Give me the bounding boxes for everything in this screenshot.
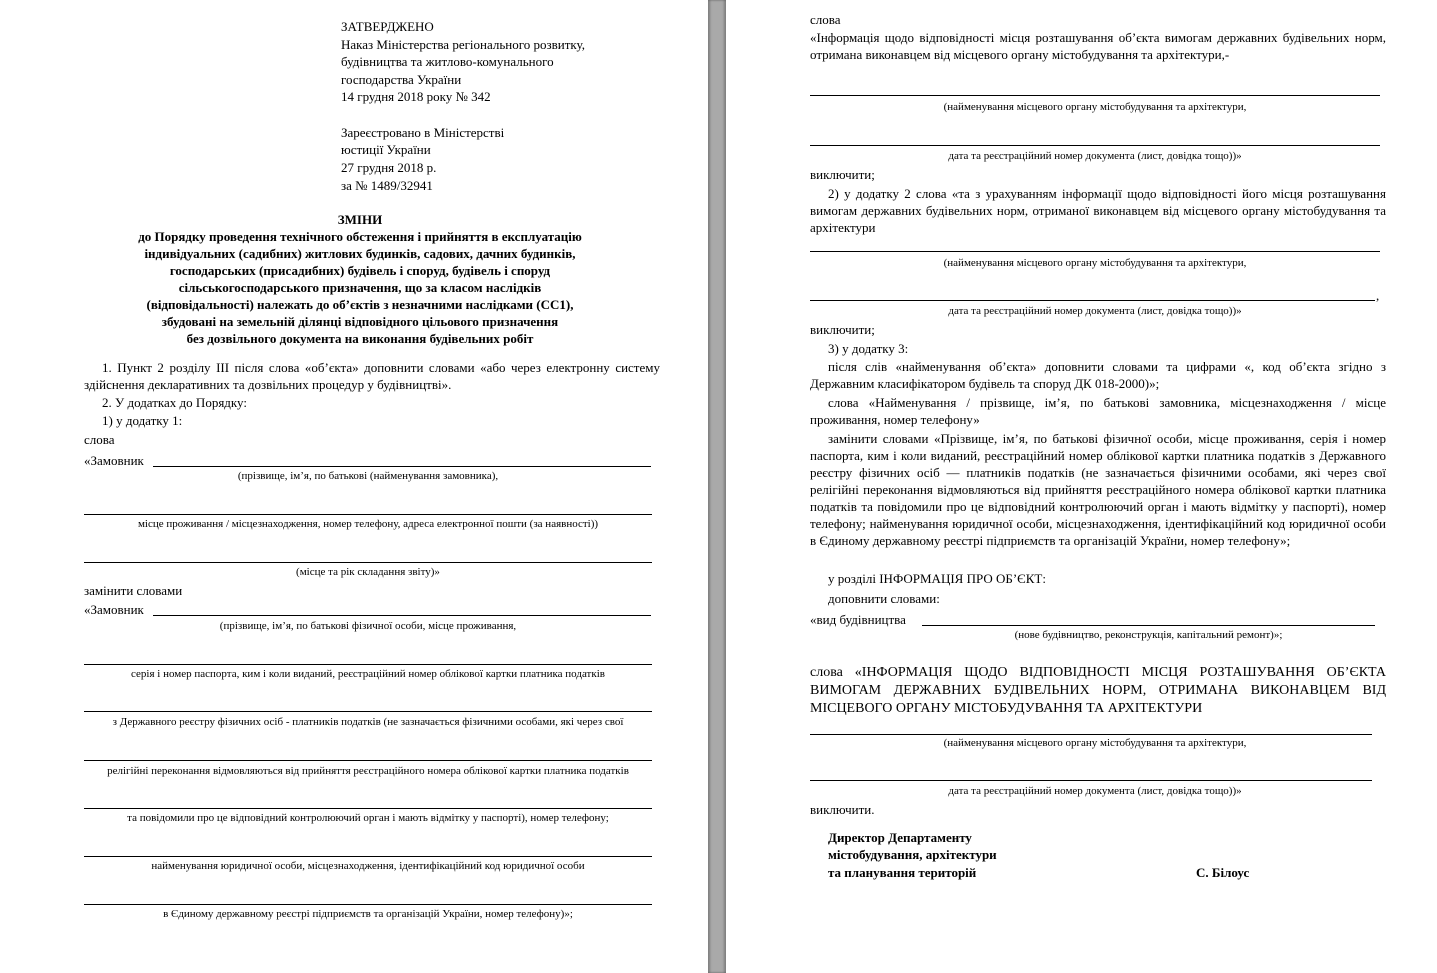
caption: та повідомили про це відповідний контролюючий орган і мають відмітку у паспорті), номер телефону; [127,812,609,824]
paragraph-1: 1. Пункт 2 розділу ІІІ після слова «об’єкта» доповнити словами «або через електронну систему здійснення декларативних та дозвільних процедур у будівництві». [84,360,660,392]
document-page-left [0,0,708,973]
blank-line [810,95,1380,96]
signer-title-line: та планування територій [828,865,977,880]
subtitle-line: господарських (присадибних) будівель і споруд, будівель і споруд [169,263,551,278]
caption: релігійні переконання відмовляються від прийняття реєстраційного номера облікової картки платника податків [107,765,629,777]
blank-line [810,300,1375,301]
page-gutter [708,0,726,973]
subtitle-line: без дозвільного документа на виконання будівельних робіт [186,331,534,346]
vyd-label: «вид будівництва [810,612,906,627]
blank-line [84,856,652,857]
blank-line [810,734,1372,735]
caption: дата та реєстраційний номер документа (лист, довідка тощо))» [948,305,1242,317]
document-page-right [726,0,1437,973]
caption: дата та реєстраційний номер документа (лист, довідка тощо))» [948,150,1242,162]
blank-line [84,711,652,712]
blank-line [810,780,1372,781]
blank-line [153,615,651,616]
paragraph-dopovnyty: доповнити словами: [828,591,940,606]
subtitle-line: (відповідальності) належать до об’єктів з незначними наслідками (СС1), [146,297,574,312]
caption: (найменування місцевого органу містобудування та архітектури, [943,101,1247,113]
caption: серія і номер паспорта, ким і коли виданий, реєстраційний номер облікової картки платника податків [131,668,605,680]
blank-line [84,514,652,515]
blank-line [84,760,652,761]
caption: найменування юридичної особи, місцезнаходження, ідентифікаційний код юридичної особи [151,860,585,872]
paragraph-2: 2. У додатках до Порядку: [102,395,247,410]
registration-line: юстиції України [341,142,431,157]
approval-line: ЗАТВЕРДЖЕНО [341,19,434,34]
caption: місце проживання / місцезнаходження, номер телефону, адреса електронної пошти (за наявності)) [137,518,599,530]
paragraph-slova: слова «Найменування / прізвище, ім’я, по батькові замовника, місцезнаходження / місце проживання, номер телефону» [810,395,1386,427]
info-quote: «Інформація щодо відповідності місця розташування об’єкта вимогам державних будівельних норм, отримана виконавцем від місцевого органу містобудування та архітектури,- [810,30,1386,62]
vyklyuchyty-label: виключити; [810,322,875,337]
paragraph-section: у розділі ІНФОРМАЦІЯ ПРО ОБ’ЄКТ: [828,571,1046,586]
caption: (місце та рік складання звіту)» [296,566,440,578]
subtitle-line: збудовані на земельній ділянці відповідного цільового призначення [161,314,559,329]
paragraph-uppercase: слова «ІНФОРМАЦІЯ ЩОДО ВІДПОВІДНОСТІ МІСЦЯ РОЗТАШУВАННЯ ОБ’ЄКТА ВИМОГАМ ДЕРЖАВНИХ БУДІВЕЛЬНИХ НОРМ, ОТРИМАНА ВИКОНАВЦЕМ ВІД МІСЦЕВОГО ОРГАНУ МІСТОБУДУВАННЯ ТА АРХІТЕКТУРИ [810,665,1386,716]
comma: , [1376,288,1380,303]
slova-label: слова [810,12,841,27]
subtitle-line: до Порядку проведення технічного обстеження і прийняття в експлуатацію [138,229,582,244]
blank-line [84,664,652,665]
signer-name: С. Білоус [1196,865,1250,880]
paragraph-dodatok-2: 2) у додатку 2 слова «та з урахуванням інформації щодо відповідності його місця розташування вимогам державних будівельних норм, отриманої виконавцем від місцевого органу містобудування та архітектури [810,186,1386,235]
document-title-block [100,211,620,347]
signer-title-line: містобудування, архітектури [828,847,997,862]
blank-line [810,145,1380,146]
paragraph-after: після слів «найменування об’єкта» доповнити словами та цифрами «, код об’єкта згідно з Державним класифікатором будівель та споруд ДК 018-2000)»; [810,359,1386,391]
blank-line [153,466,651,467]
blank-line [84,562,652,563]
signer-title-line: Директор Департаменту [828,830,972,845]
subtitle-line: індивідуальних (садибних) житлових будинків, садових, дачних будинків, [144,246,576,261]
caption: (найменування місцевого органу містобудування та архітектури, [943,257,1247,269]
slova-label: слова [84,432,115,447]
blank-line [84,808,652,809]
vyklyuchyty-label: виключити; [810,167,875,182]
caption: (прізвище, ім’я, по батькові фізичної особи, місце проживання, [219,620,517,632]
document-title: ЗМІНИ [337,212,383,227]
zamovnyk-label: «Замовник [84,602,144,617]
approval-line: господарства України [341,72,462,87]
approval-line: будівництва та житлово-комунального [341,54,554,69]
blank-line [84,904,652,905]
paragraph-3: 1) у додатку 1: [102,413,183,428]
blank-line [922,625,1375,626]
registration-line: Зареєстровано в Міністерстві [341,125,505,140]
registration-line: 27 грудня 2018 р. [341,160,437,175]
paragraph-dodatok-3: 3) у додатку 3: [828,341,909,356]
zaminyty-label: замінити словами [84,583,183,598]
vyklyuchyty-label: виключити. [810,802,875,817]
caption: (прізвище, ім’я, по батькові (найменування замовника), [237,470,499,482]
caption: дата та реєстраційний номер документа (лист, довідка тощо))» [948,785,1242,797]
approval-line: 14 грудня 2018 року № 342 [341,89,491,104]
subtitle-line: сільськогосподарського призначення, що за класом наслідків [178,280,542,295]
registration-line: за № 1489/32941 [341,178,433,193]
approval-line: Наказ Міністерства регіонального розвитку, [341,37,586,52]
caption: (нове будівництво, реконструкція, капітальний ремонт)»; [1014,629,1283,641]
caption: в Єдиному державному реєстрі підприємств та організацій України, номер телефону)»; [163,908,573,920]
caption: (найменування місцевого органу містобудування та архітектури, [943,737,1247,749]
paragraph-zaminyty: замінити словами «Прізвище, ім’я, по батькові фізичної особи, місце проживання, серія і номер паспорта, ким і коли виданий, реєстраційний номер облікової картки платника податків з Державного реєстру фізичних осіб — платників податків (не зазначається фізичними особами, які через свої релігійні переконання відмовляються від прийняття реєстраційного номера облікової картки платника податків та повідомили про це відповідний контролюючий орган і мають відмітку у паспорті), номер телефону; найменування юридичної особи, місцезнаходження, ідентифікаційний код юридичної особи в Єдиному державному реєстрі підприємств та організацій України, номер телефону»; [810,431,1386,548]
zamovnyk-label: «Замовник [84,453,144,468]
caption: з Державного реєстру фізичних осіб - платників податків (не зазначається фізичними особами, які через свої [112,716,624,728]
blank-line [810,251,1380,252]
